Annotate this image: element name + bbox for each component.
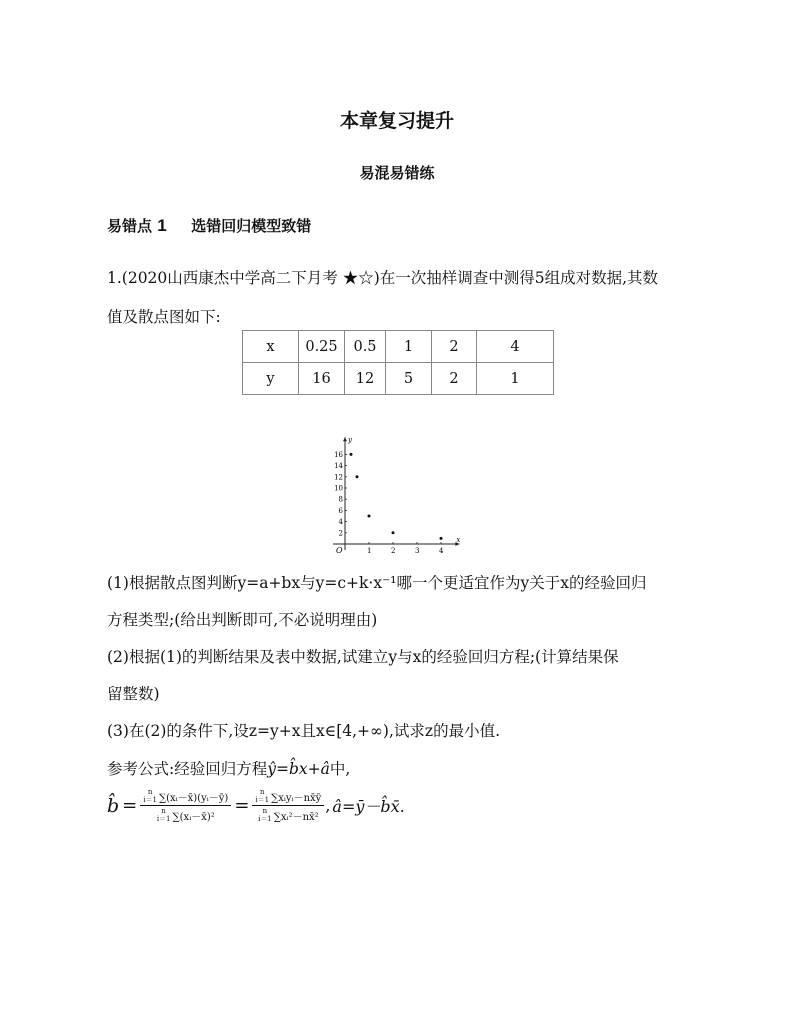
fraction-1-denominator bbox=[154, 807, 218, 823]
y-axis-arrow bbox=[343, 437, 347, 441]
table-cell: 4 bbox=[477, 331, 554, 363]
data-point bbox=[440, 537, 443, 540]
page-title: 本章复习提升 bbox=[339, 110, 454, 132]
problem-line-1: 1.(2020山西康杰中学高二下月考 ★☆)在一次抽样调查中测得5组成对数据,其数 bbox=[107, 269, 659, 287]
reference-suffix: 中, bbox=[329, 760, 351, 778]
sum-lower: i＝1 bbox=[258, 815, 272, 823]
fraction-2-numerator bbox=[252, 788, 324, 804]
table-cell: 0.5 bbox=[345, 331, 386, 363]
page-subtitle: 易混易错练 bbox=[359, 164, 435, 182]
section-name: 选错回归模型致错 bbox=[191, 217, 312, 235]
sum-upper: n bbox=[260, 788, 265, 796]
fraction-2-denominator bbox=[255, 807, 322, 823]
sum-lower: i＝1 bbox=[156, 815, 171, 823]
chart-ticks bbox=[334, 451, 444, 555]
table-cell: 1 bbox=[386, 331, 432, 363]
slope-formula: b̂ = n i＝1 ∑(xᵢ－x̄)(yᵢ－ȳ) n i＝1 ∑(xᵢ－x̄)² = n i＝1 ∑xᵢyᵢ－nx̄ȳ n i＝1 ∑xᵢ²－nx̄² , â=ȳ－b̂x̄. bbox=[107, 788, 405, 823]
question-1-line-2: 方程类型;(给出判断即可,不必说明理由) bbox=[107, 611, 378, 629]
table-cell: 0.25 bbox=[299, 331, 345, 363]
denominator-2: ∑xᵢ²－nx̄² bbox=[273, 811, 319, 823]
fraction-1 bbox=[140, 788, 231, 823]
x-tick-label: 4 bbox=[439, 547, 444, 555]
regression-equation: ŷ=b̂x+â bbox=[267, 760, 330, 778]
sum-lower: i＝1 bbox=[143, 796, 157, 804]
question-3: (3)在(2)的条件下,设z=y+x且x∈[4,+∞),试求z的最小值. bbox=[107, 722, 500, 740]
row-label-x: x bbox=[243, 331, 299, 363]
section-heading bbox=[107, 215, 311, 236]
fraction-2 bbox=[252, 788, 324, 823]
sum-upper: n bbox=[161, 807, 166, 815]
table-cell: 1 bbox=[477, 363, 554, 395]
data-point bbox=[350, 453, 353, 456]
data-point bbox=[356, 475, 359, 478]
b-hat: b̂ bbox=[107, 794, 120, 817]
numerator-1: ∑(xᵢ－x̄)(yᵢ－ȳ) bbox=[158, 792, 229, 804]
intercept-formula: â=ȳ－b̂x̄. bbox=[332, 797, 405, 816]
fraction-1-numerator bbox=[140, 788, 231, 804]
table-cell: 16 bbox=[299, 363, 345, 395]
section-label: 易错点 bbox=[107, 217, 153, 235]
table-row bbox=[243, 363, 554, 395]
y-tick-label: 2 bbox=[338, 529, 343, 538]
x-tick-label: 3 bbox=[415, 547, 420, 555]
numerator-2: ∑xᵢyᵢ－nx̄ȳ bbox=[271, 792, 322, 804]
reference-prefix: 参考公式:经验回归方程 bbox=[107, 760, 268, 778]
data-table bbox=[242, 330, 554, 395]
sum-upper: n bbox=[262, 807, 268, 815]
question-2-line-2: 留整数) bbox=[107, 685, 160, 703]
x-tick-label: 1 bbox=[367, 547, 372, 555]
x-axis-label: x bbox=[456, 536, 461, 544]
scatter-plot bbox=[325, 436, 475, 556]
y-tick-label: 4 bbox=[338, 518, 343, 527]
y-tick-label: 14 bbox=[334, 462, 343, 471]
reference-formula-intro bbox=[107, 758, 350, 780]
problem-line-2: 值及散点图如下: bbox=[107, 308, 221, 326]
data-point bbox=[368, 515, 371, 518]
origin-label: O bbox=[336, 546, 343, 555]
y-axis-label: y bbox=[348, 436, 352, 445]
table-cell: 5 bbox=[386, 363, 432, 395]
chart-points bbox=[350, 453, 443, 540]
table-cell: 2 bbox=[432, 331, 477, 363]
y-tick-label: 6 bbox=[338, 506, 343, 515]
y-tick-label: 8 bbox=[338, 495, 343, 504]
section-number: 1 bbox=[157, 216, 167, 235]
y-tick-label: 12 bbox=[334, 473, 343, 482]
denominator-1: ∑(xᵢ－x̄)² bbox=[172, 811, 215, 823]
row-label-y: y bbox=[243, 363, 299, 395]
x-tick-label: 2 bbox=[391, 547, 396, 555]
data-point bbox=[392, 531, 395, 534]
y-tick-label: 10 bbox=[334, 484, 343, 493]
sum-upper: n bbox=[147, 788, 153, 796]
table-cell: 12 bbox=[345, 363, 386, 395]
question-2-line-1: (2)根据(1)的判断结果及表中数据,试建立y与x的经验回归方程;(计算结果保 bbox=[107, 648, 619, 666]
question-1-line-1: (1)根据散点图判断y=a+bx与y=c+k·x⁻¹哪一个更适宜作为y关于x的经验回归 bbox=[107, 574, 647, 592]
table-cell: 2 bbox=[432, 363, 477, 395]
y-tick-label: 16 bbox=[334, 450, 343, 459]
sum-lower: i＝1 bbox=[255, 796, 270, 804]
table-row bbox=[243, 331, 554, 363]
